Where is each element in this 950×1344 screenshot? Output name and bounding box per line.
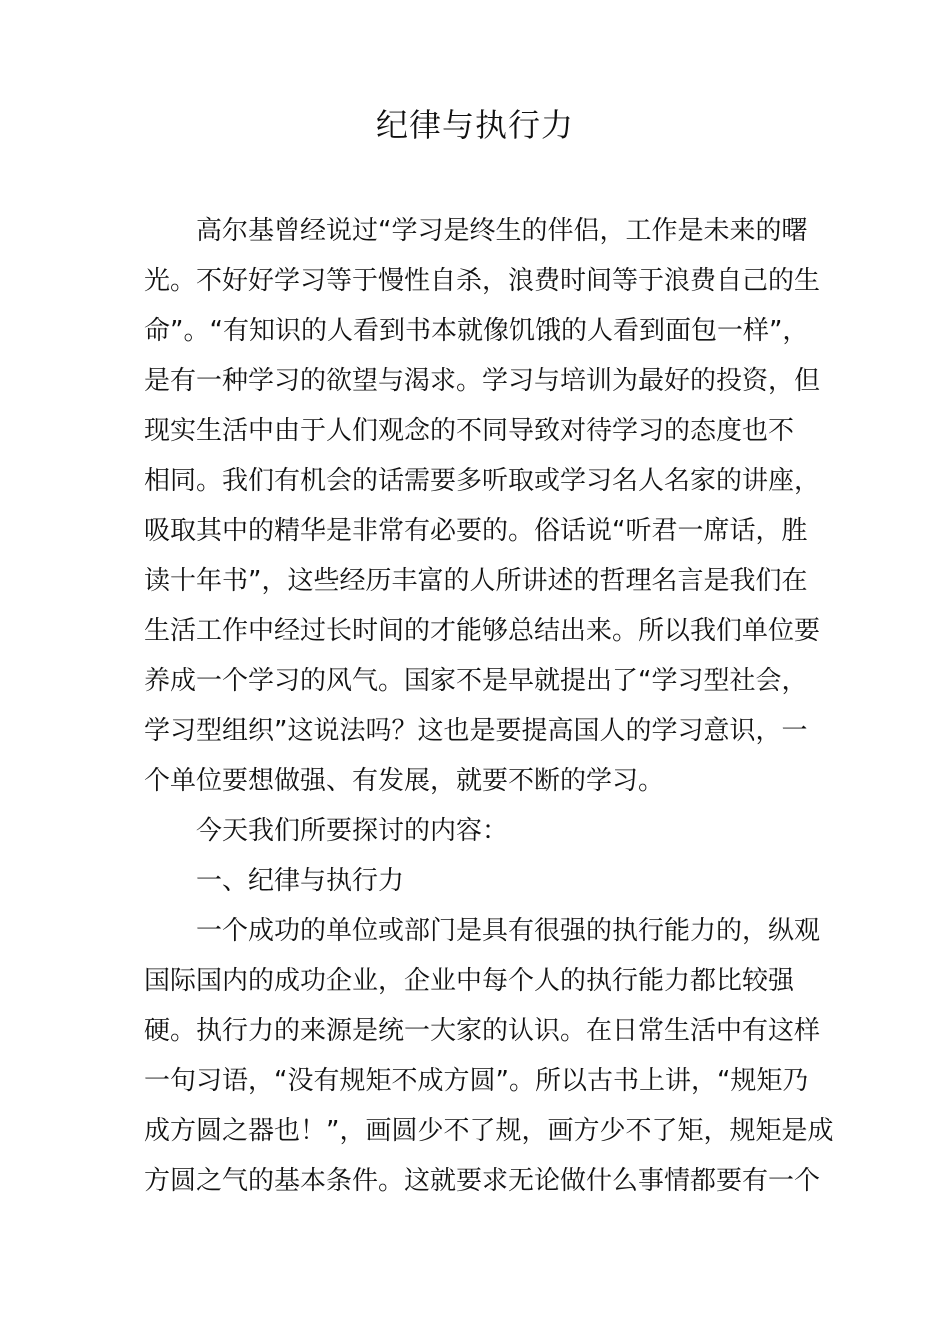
paragraph-line: 相同。我们有机会的话需要多听取或学习名人名家的讲座，: [144, 466, 821, 496]
paragraph-line: 是有一种学习的欲望与渴求。学习与培训为最好的投资，但: [144, 366, 821, 396]
paragraph-line: 命”。“有知识的人看到书本就像饥饿的人看到面包一样”，: [144, 316, 809, 346]
paragraph-line: 国际国内的成功企业，企业中每个人的执行能力都比较强: [144, 966, 795, 996]
paragraph-line: 吸取其中的精华是非常有必要的。俗话说“听君一席话，胜: [144, 516, 808, 546]
section-heading: 一、纪律与执行力: [196, 866, 405, 896]
paragraph-line: 成方圆之器也！”，画圆少不了规，画方少不了矩，规矩是成: [144, 1116, 834, 1146]
intro-line: 今天我们所要探讨的内容：: [196, 816, 509, 846]
paragraph-line: 光。不好好学习等于慢性自杀，浪费时间等于浪费自己的生: [144, 266, 821, 296]
paragraph-line: 方圆之气的基本条件。这就要求无论做什么事情都要有一个: [144, 1166, 821, 1196]
paragraph-line: 读十年书”，这些经历丰富的人所讲述的哲理名言是我们在: [144, 566, 808, 596]
paragraph-line: 现实生活中由于人们观念的不同导致对待学习的态度也不: [144, 416, 795, 446]
paragraph-line: 生活工作中经过长时间的才能够总结出来。所以我们单位要: [144, 616, 821, 646]
paragraph-line: 一个成功的单位或部门是具有很强的执行能力的，纵观: [196, 916, 821, 946]
paragraph-line: 一句习语，“没有规矩不成方圆”。所以古书上讲，“规矩乃: [144, 1066, 809, 1096]
document-title: 纪律与执行力: [375, 106, 574, 144]
document-body: [144, 206, 834, 1206]
paragraph-line: 硬。执行力的来源是统一大家的认识。在日常生活中有这样: [144, 1016, 821, 1046]
paragraph-line: 高尔基曾经说过“学习是终生的伴侣，工作是未来的曙: [196, 216, 808, 246]
paragraph-line: 个单位要想做强、有发展，就要不断的学习。: [144, 766, 665, 796]
paragraph-line: 养成一个学习的风气。国家不是早就提出了“学习型社会，: [144, 666, 808, 696]
paragraph-line: 学习型组织”这说法吗？这也是要提高国人的学习意识，一: [144, 716, 808, 746]
